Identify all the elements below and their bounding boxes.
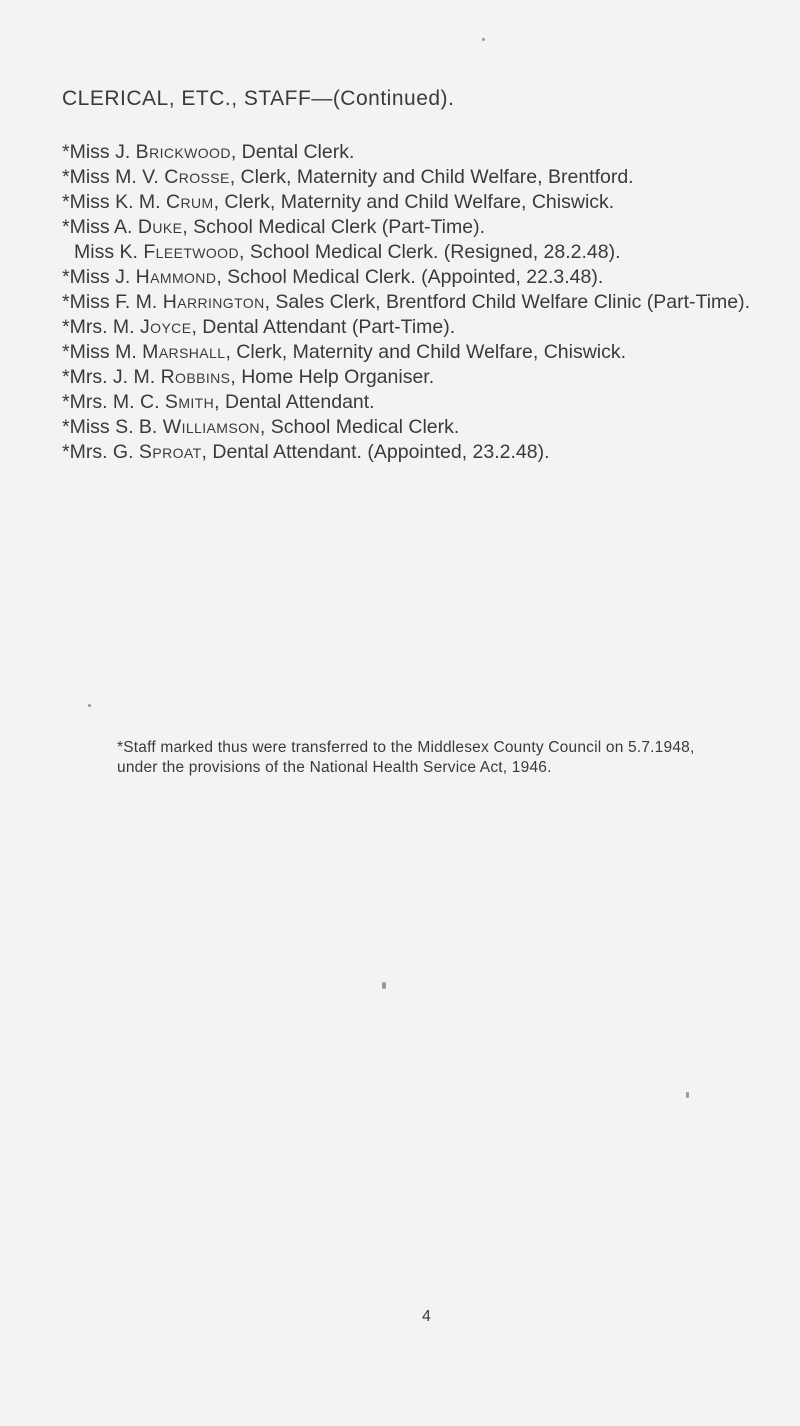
staff-entry-prefix: *Miss S. B. xyxy=(62,416,163,438)
staff-entry-prefix: *Miss J. xyxy=(62,141,136,163)
staff-surname: Robbins xyxy=(160,366,231,388)
staff-entry-role: , Dental Clerk. xyxy=(230,141,355,163)
staff-surname: Marshall xyxy=(142,341,226,363)
staff-entry-role: , School Medical Clerk (Part-Time). xyxy=(182,216,486,238)
staff-entry-role: , Clerk, Maternity and Child Welfare, Chiswick. xyxy=(225,341,627,363)
page-number: 4 xyxy=(422,1308,431,1325)
staff-entry-prefix: *Miss K. M. xyxy=(62,191,167,213)
staff-entry-prefix: *Mrs. M. xyxy=(62,316,140,338)
paper-speck xyxy=(382,982,386,989)
staff-entry-prefix: *Mrs. J. M. xyxy=(62,366,161,388)
staff-entry xyxy=(62,215,762,240)
staff-entry-prefix: Miss K. xyxy=(74,241,144,263)
paper-speck xyxy=(482,38,485,41)
staff-surname: Hammond xyxy=(135,266,217,288)
staff-entry xyxy=(62,415,762,440)
staff-entry-prefix: *Miss M. xyxy=(62,341,143,363)
staff-entry-prefix: *Miss A. xyxy=(62,216,138,238)
staff-surname: Sproat xyxy=(138,441,202,463)
staff-list xyxy=(62,140,762,465)
staff-entry xyxy=(62,140,762,165)
staff-entry-prefix: *Miss F. M. xyxy=(62,291,163,313)
staff-entry-role: , Clerk, Maternity and Child Welfare, Brentford. xyxy=(229,166,634,188)
staff-entry-role: , Clerk, Maternity and Child Welfare, Chiswick. xyxy=(213,191,615,213)
staff-entry xyxy=(62,440,762,465)
footnote: *Staff marked thus were transferred to the Middlesex County Council on 5.7.1948, under the provisions of the National Health Service Act, 1946. xyxy=(117,739,695,776)
staff-entry-prefix: *Mrs. M. C. xyxy=(62,391,165,413)
staff-surname: Joyce xyxy=(140,316,192,338)
staff-surname: Duke xyxy=(137,216,183,238)
paper-speck xyxy=(686,1092,689,1098)
staff-surname: Crum xyxy=(166,191,214,213)
staff-entry xyxy=(62,315,762,340)
staff-surname: Fleetwood xyxy=(143,241,239,263)
staff-entry-prefix: *Mrs. G. xyxy=(62,441,139,463)
staff-entry xyxy=(62,165,762,190)
staff-entry xyxy=(62,340,762,365)
staff-surname: Crosse xyxy=(164,166,230,188)
paper-speck xyxy=(88,704,91,707)
staff-entry-role: , School Medical Clerk. xyxy=(259,416,460,438)
staff-entry-role: , Home Help Organiser. xyxy=(230,366,435,388)
staff-entry-prefix: *Miss M. V. xyxy=(62,166,165,188)
staff-entry xyxy=(62,390,762,415)
section-heading: CLERICAL, ETC., STAFF—(Continued). xyxy=(62,87,455,110)
staff-entry-role: , Dental Attendant. xyxy=(214,391,375,413)
staff-entry xyxy=(62,365,762,390)
staff-entry-prefix: *Miss J. xyxy=(62,266,136,288)
staff-entry-role: , School Medical Clerk. (Appointed, 22.3.48). xyxy=(216,266,604,288)
staff-surname: Smith xyxy=(164,391,215,413)
staff-entry xyxy=(62,240,762,265)
staff-entry-role: , Dental Attendant (Part-Time). xyxy=(191,316,456,338)
staff-entry-role: , Sales Clerk, Brentford Child Welfare Clinic (Part-Time). xyxy=(264,291,751,313)
staff-entry xyxy=(62,190,762,215)
staff-surname: Williamson xyxy=(162,416,260,438)
staff-surname: Harrington xyxy=(162,291,265,313)
staff-entry xyxy=(62,265,762,290)
staff-entry xyxy=(62,290,762,315)
staff-entry-role: , Dental Attendant. (Appointed, 23.2.48). xyxy=(201,441,550,463)
staff-surname: Brickwood xyxy=(135,141,231,163)
staff-entry-role: , School Medical Clerk. (Resigned, 28.2.48). xyxy=(238,241,621,263)
